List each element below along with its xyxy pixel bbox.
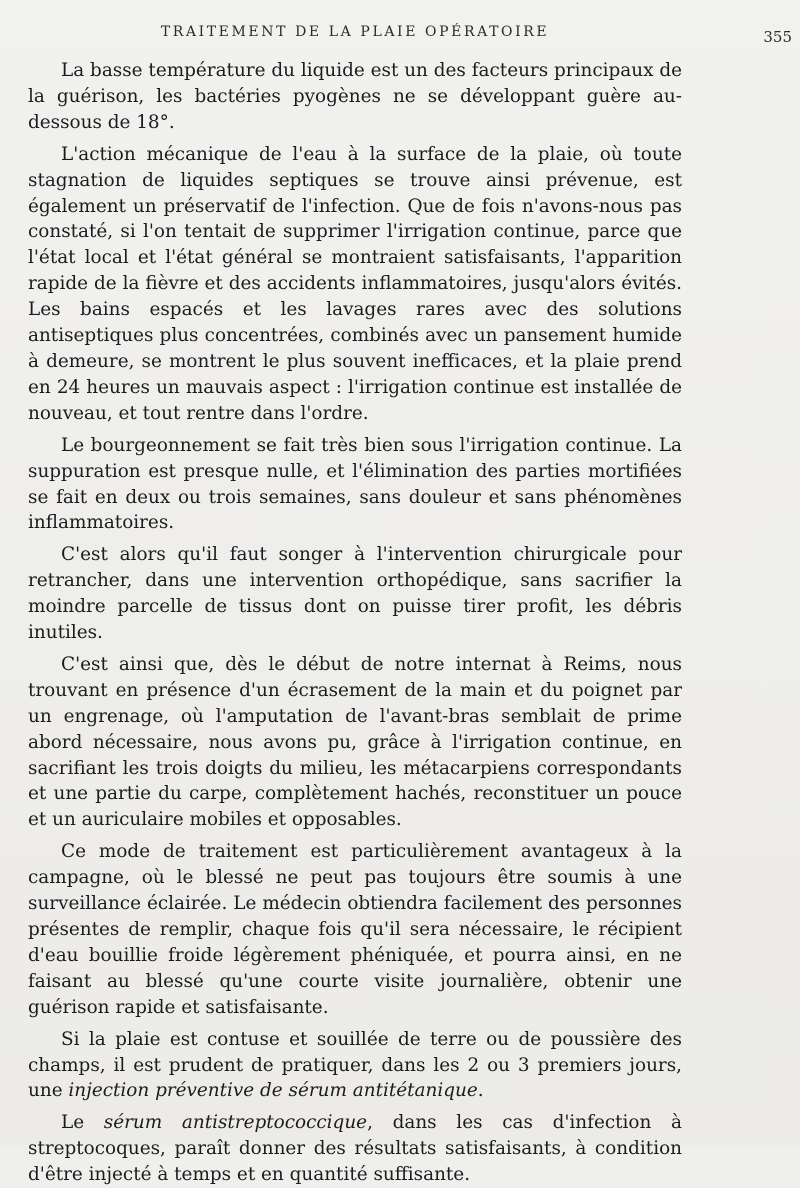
paragraph-7 xyxy=(28,1027,682,1105)
paragraph-8-italic: sérum antistreptococcique xyxy=(103,1112,368,1134)
page-number: 355 xyxy=(763,28,792,46)
paragraph-3: Le bourgeonnement se fait très bien sous l'irrigation continue. La suppuration est presque nulle, et l'élimination des parties mortifiées se fait en deux ou trois semaines, sans douleur et sans phénomènes inflammatoires. xyxy=(28,434,682,534)
page-header xyxy=(28,20,792,58)
paragraph-8-text: , dans les cas d'infection à streptocoques, paraît donner des résultats satisfaisants, à condition d'être injecté à temps et en quantité suffisante. xyxy=(28,1112,682,1186)
paragraph-6: Ce mode de traitement est particulièrement avantageux à la campagne, où le blessé ne peut pas toujours être soumis à une surveillance éclairée. Le médecin obtiendra facilement des personnes présentes de remplir, chaque fois qu'il sera nécessaire, le récipient d'eau bouillie froide légèrement phéniquée, et pourra ainsi, en ne faisant au blessé qu'une courte visite journalière, obtenir une guérison rapide et satisfaisante. xyxy=(28,841,682,1018)
paragraph-4: C'est alors qu'il faut songer à l'intervention chirurgicale pour retrancher, dans une intervention orthopédique, sans sacrifier la moindre parcelle de tissus dont on puisse tirer profit, les débris inutiles. xyxy=(28,544,682,644)
paragraph-7-text: Si la plaie est contuse et souillée de terre ou de poussière des champs, il est prudent de pratiquer, dans les 2 ou 3 premiers jours, une xyxy=(28,1028,682,1102)
paragraph-7-end: . xyxy=(477,1080,484,1102)
body-text xyxy=(28,58,682,1188)
paragraph-5: C'est ainsi que, dès le début de notre internat à Reims, nous trouvant en présence d'un écrasement de la main et du poignet par un engrenage, où l'amputation de l'avant-bras semblait de prime abord nécessaire, nous avons pu, grâce à l'irrigation continue, en sacrifiant les trois doigts du milieu, les métacarpiens correspondants et une partie du carpe, complètement hachés, reconstituer un pouce et un auriculaire mobiles et opposables. xyxy=(28,653,682,831)
paragraph-2: L'action mécanique de l'eau à la surface de la plaie, où toute stagnation de liquides septiques se trouve ainsi prévenue, est également un préservatif de l'infection. Que de fois n'avons-nous pas constaté, si l'on tentait de supprimer l'irrigation continue, parce que l'état local et l'état général se montraient satisfaisants, l'apparition rapide de la fièvre et des accidents inflammatoires, jusqu'alors évités. Les bains espacés et les lavages rares avec des solutions antiseptiques plus concentrées, combinés avec un pansement humide à demeure, se montrent le plus souvent inefficaces, et la plaie prend en 24 heures un mauvais aspect : l'irrigation continue est installée de nouveau, et tout rentre dans l'ordre. xyxy=(28,143,682,424)
paragraph-1: La basse température du liquide est un des facteurs principaux de la guérison, les bactéries pyogènes ne se développant guère au-dessous de 18°. xyxy=(28,60,682,133)
paragraph-8 xyxy=(28,1110,682,1188)
running-title: TRAITEMENT DE LA PLAIE OPÉRATOIRE xyxy=(160,24,550,40)
paragraph-7-italic: injection préventive de sérum antitétanique xyxy=(68,1080,478,1102)
paragraph-8-start: Le xyxy=(61,1112,104,1134)
